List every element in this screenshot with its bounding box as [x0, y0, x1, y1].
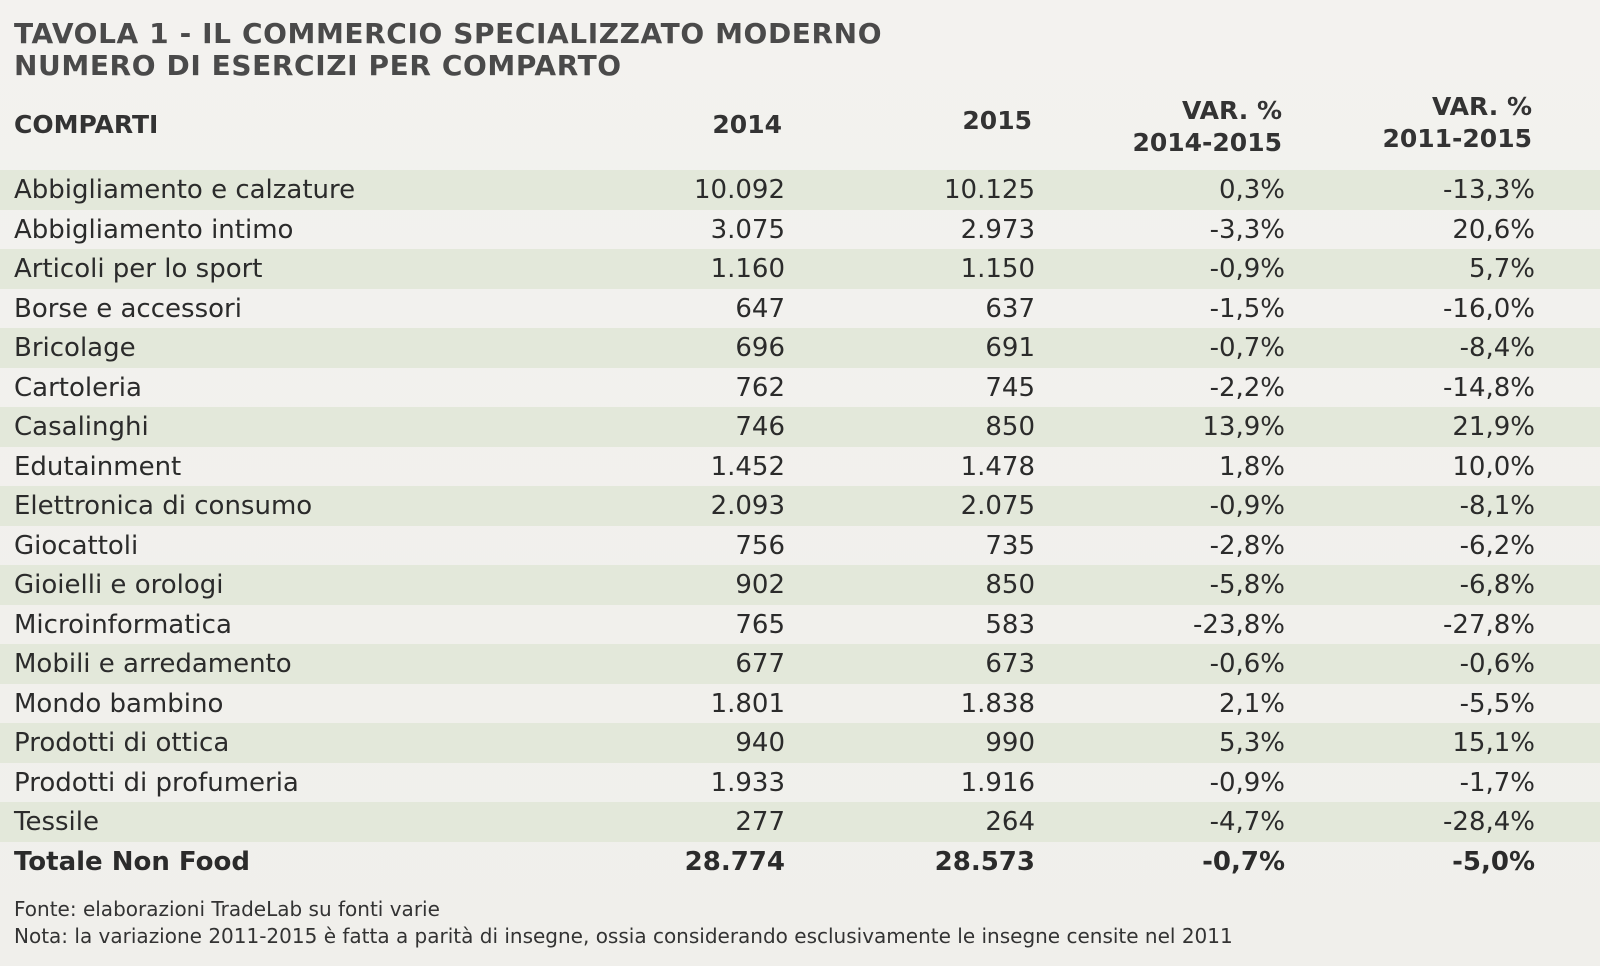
row-2015: 583 — [985, 609, 1035, 640]
row-var-2014-2015: 0,3% — [1218, 175, 1285, 205]
table-row — [0, 368, 1600, 408]
row-2014: 677 — [735, 649, 785, 679]
header-2015: 2015 — [962, 106, 1032, 135]
row-var-2014-2015: 1,8% — [1218, 451, 1285, 482]
row-var-2014-2015: -5,8% — [1209, 570, 1285, 600]
table-row — [0, 249, 1600, 289]
row-2014: 765 — [735, 609, 785, 640]
table-row — [0, 565, 1600, 605]
row-2014: 277 — [735, 807, 785, 837]
row-var-2014-2015: -1,5% — [1209, 293, 1285, 324]
row-var-2014-2015: -3,3% — [1209, 214, 1285, 245]
row-var-2011-2015: -16,0% — [1443, 293, 1535, 324]
header-var-2011-2015-line2: 2011-2015 — [1382, 124, 1532, 153]
row-var-2011-2015: -8,4% — [1459, 333, 1535, 363]
table-row — [0, 644, 1600, 684]
table-row — [0, 210, 1600, 250]
row-2014: 1.160 — [710, 254, 785, 284]
header-comparti: COMPARTI — [14, 110, 159, 139]
row-name: Elettronica di consumo — [14, 491, 313, 521]
row-var-2011-2015: 10,0% — [1452, 451, 1535, 482]
row-name: Cartoleria — [14, 372, 142, 403]
row-var-2014-2015: -0,9% — [1209, 767, 1285, 798]
row-2014: 696 — [735, 333, 785, 363]
row-var-2011-2015: -28,4% — [1443, 807, 1535, 837]
row-name: Tessile — [14, 807, 99, 837]
row-2015: 850 — [985, 412, 1035, 442]
row-var-2014-2015: -2,8% — [1209, 530, 1285, 561]
row-2014: 762 — [735, 372, 785, 403]
row-2014: 746 — [735, 412, 785, 442]
row-var-2014-2015: 13,9% — [1202, 412, 1285, 442]
row-2015: 1.838 — [960, 688, 1035, 719]
row-2014: 756 — [735, 530, 785, 561]
row-name: Mobili e arredamento — [14, 649, 292, 679]
row-name: Microinformatica — [14, 609, 232, 640]
row-var-2014-2015: -0,9% — [1209, 491, 1285, 521]
row-2015: 264 — [985, 807, 1035, 837]
variation-note: Nota: la variazione 2011-2015 è fatta a parità di insegne, ossia considerando esclusivamente le insegne censite nel 2011 — [14, 924, 1233, 948]
row-2015: 990 — [985, 728, 1035, 758]
table-header — [0, 92, 1600, 165]
row-name: Edutainment — [14, 451, 182, 482]
row-2015: 1.150 — [960, 254, 1035, 284]
row-name: Bricolage — [14, 333, 136, 363]
row-2015: 850 — [985, 570, 1035, 600]
title-line-1: TAVOLA 1 - IL COMMERCIO SPECIALIZZATO MODERNO — [14, 17, 883, 50]
row-var-2014-2015: 5,3% — [1218, 728, 1285, 758]
row-2015: 735 — [985, 530, 1035, 561]
table-body — [0, 170, 1600, 881]
row-2015: 1.478 — [960, 451, 1035, 482]
table-row — [0, 723, 1600, 763]
row-name: Borse e accessori — [14, 293, 242, 324]
row-2014: 1.933 — [710, 767, 785, 798]
row-var-2014-2015: -0,9% — [1209, 254, 1285, 284]
table-row — [0, 526, 1600, 566]
row-name: Giocattoli — [14, 530, 139, 561]
table-row — [0, 684, 1600, 724]
row-2015: 691 — [985, 333, 1035, 363]
total-2015: 28.573 — [934, 846, 1035, 877]
table-row — [0, 802, 1600, 842]
row-2014: 902 — [735, 570, 785, 600]
row-2014: 647 — [735, 293, 785, 324]
row-2015: 637 — [985, 293, 1035, 324]
row-name: Prodotti di profumeria — [14, 767, 299, 798]
footnotes — [14, 896, 1233, 950]
row-var-2014-2015: -23,8% — [1193, 609, 1285, 640]
row-var-2011-2015: -27,8% — [1443, 609, 1535, 640]
header-var-2014-2015-line2: 2014-2015 — [1132, 128, 1282, 157]
row-var-2011-2015: -6,8% — [1459, 570, 1535, 600]
row-name: Gioielli e orologi — [14, 570, 224, 600]
header-var-2011-2015-line1: VAR. % — [1432, 92, 1532, 121]
total-name: Totale Non Food — [14, 846, 250, 877]
table-row — [0, 447, 1600, 487]
row-var-2014-2015: -0,7% — [1209, 333, 1285, 363]
total-row — [0, 842, 1600, 882]
row-2014: 940 — [735, 728, 785, 758]
header-var-2014-2015 — [1132, 95, 1282, 159]
row-var-2011-2015: -1,7% — [1459, 767, 1535, 798]
table-title — [14, 18, 882, 82]
table-row — [0, 486, 1600, 526]
row-name: Articoli per lo sport — [14, 254, 263, 284]
row-var-2011-2015: 20,6% — [1452, 214, 1535, 245]
row-var-2014-2015: -4,7% — [1209, 807, 1285, 837]
row-2015: 673 — [985, 649, 1035, 679]
row-var-2014-2015: -2,2% — [1209, 372, 1285, 403]
row-var-2011-2015: -8,1% — [1459, 491, 1535, 521]
total-var-2014-2015: -0,7% — [1202, 846, 1285, 877]
row-var-2011-2015: 5,7% — [1468, 254, 1535, 284]
row-var-2011-2015: 15,1% — [1452, 728, 1535, 758]
row-2014: 2.093 — [710, 491, 785, 521]
row-var-2014-2015: 2,1% — [1218, 688, 1285, 719]
total-2014: 28.774 — [684, 846, 785, 877]
row-var-2014-2015: -0,6% — [1209, 649, 1285, 679]
row-2014: 1.452 — [710, 451, 785, 482]
row-var-2011-2015: 21,9% — [1452, 412, 1535, 442]
row-2015: 745 — [985, 372, 1035, 403]
row-name: Prodotti di ottica — [14, 728, 230, 758]
total-var-2011-2015: -5,0% — [1452, 846, 1535, 877]
row-2014: 3.075 — [710, 214, 785, 245]
row-name: Abbigliamento intimo — [14, 214, 294, 245]
row-name: Mondo bambino — [14, 688, 224, 719]
row-var-2011-2015: -0,6% — [1459, 649, 1535, 679]
source-note: Fonte: elaborazioni TradeLab su fonti varie — [14, 897, 440, 921]
row-var-2011-2015: -13,3% — [1443, 175, 1535, 205]
header-var-2014-2015-line1: VAR. % — [1182, 96, 1282, 125]
table-row — [0, 605, 1600, 645]
table-row — [0, 407, 1600, 447]
header-2014: 2014 — [712, 110, 782, 139]
table-row — [0, 170, 1600, 210]
row-2015: 10.125 — [944, 175, 1035, 205]
header-var-2011-2015 — [1382, 91, 1532, 155]
row-2015: 2.973 — [960, 214, 1035, 245]
title-line-2: NUMERO DI ESERCIZI PER COMPARTO — [14, 49, 622, 82]
table-row — [0, 289, 1600, 329]
row-var-2011-2015: -5,5% — [1459, 688, 1535, 719]
row-var-2011-2015: -6,2% — [1459, 530, 1535, 561]
row-2014: 1.801 — [710, 688, 785, 719]
row-var-2011-2015: -14,8% — [1443, 372, 1535, 403]
row-2015: 1.916 — [960, 767, 1035, 798]
row-2015: 2.075 — [960, 491, 1035, 521]
row-name: Casalinghi — [14, 412, 149, 442]
table-row — [0, 328, 1600, 368]
table-row — [0, 763, 1600, 803]
row-name: Abbigliamento e calzature — [14, 175, 356, 205]
row-2014: 10.092 — [694, 175, 785, 205]
